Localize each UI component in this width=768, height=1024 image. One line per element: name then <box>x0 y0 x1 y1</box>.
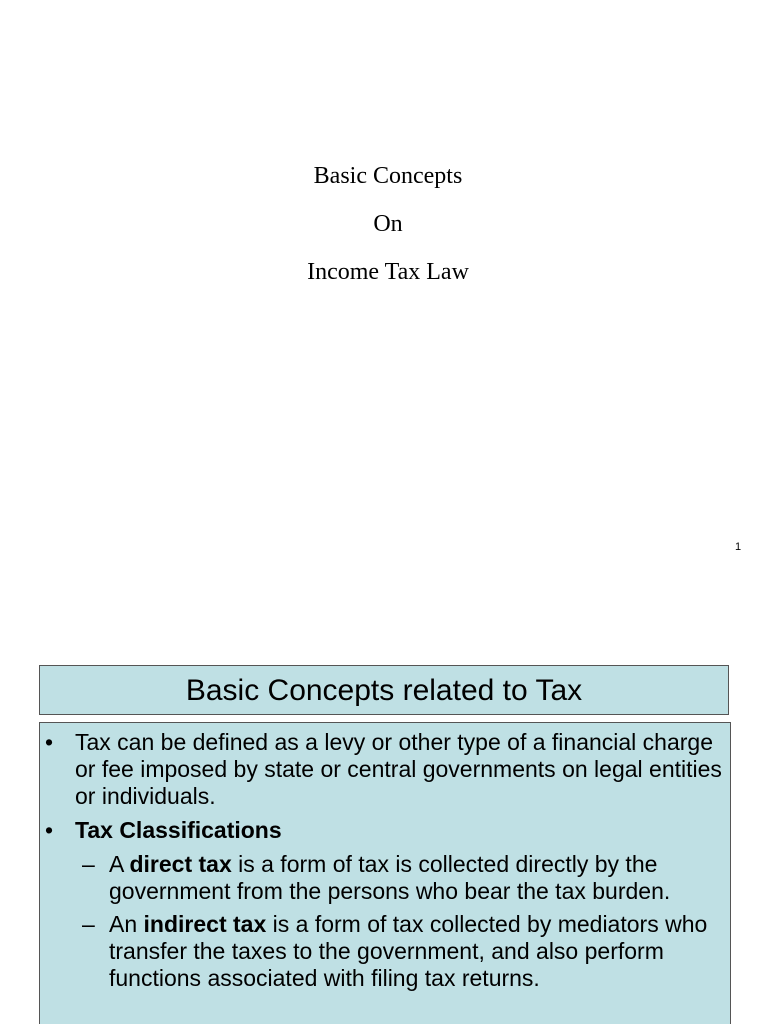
title-line-3: Income Tax Law <box>307 259 469 285</box>
dash-marker: – <box>82 851 95 877</box>
sub-item-text: is a form of tax collected by mediators who transfer the taxes to the government, and also perform functions associated with filing tax returns. <box>109 911 708 991</box>
list-item <box>40 817 730 844</box>
sub-item-prefix: An <box>109 911 144 937</box>
sub-list-item <box>40 851 730 905</box>
page-number: 1 <box>735 541 742 553</box>
bullet-marker: • <box>45 729 54 755</box>
bullet-text: Tax can be defined as a levy or other type of a financial charge or fee imposed by state or central governments on legal entities or individuals. <box>75 729 722 809</box>
sub-item-text: is a form of tax is collected directly by the government from the persons who bear the tax burden. <box>109 851 671 904</box>
slide-content <box>39 722 731 1024</box>
dash-marker: – <box>82 911 95 937</box>
bullet-marker: • <box>45 817 54 843</box>
bullet-text: Tax Classifications <box>75 817 282 843</box>
term-indirect-tax: indirect tax <box>143 911 267 937</box>
term-direct-tax: direct tax <box>129 851 232 877</box>
slide-title <box>0 152 768 296</box>
sub-item-prefix: A <box>109 851 130 877</box>
slide-heading: Basic Concepts related to Tax <box>39 665 729 715</box>
list-item <box>40 729 730 810</box>
sub-list-item <box>40 911 730 992</box>
title-line-2: On <box>373 211 403 237</box>
title-line-1: Basic Concepts <box>313 163 463 189</box>
